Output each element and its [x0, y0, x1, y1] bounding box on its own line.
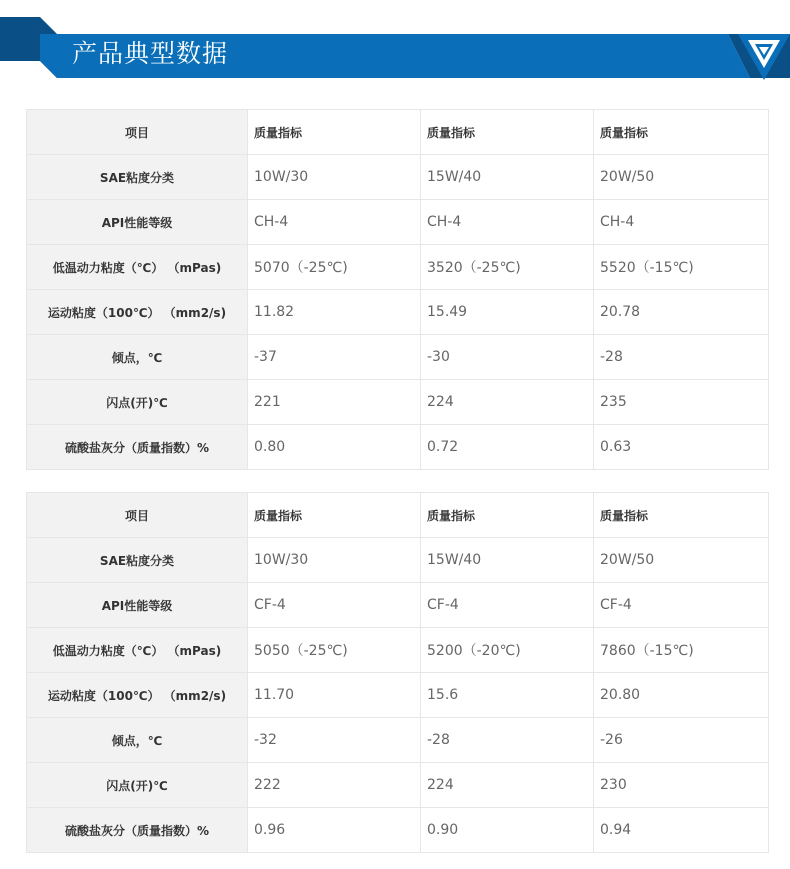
- table-cell: 20.78: [594, 290, 769, 335]
- row-label: 硫酸盐灰分（质量指数）%: [27, 425, 248, 470]
- row-label: 倾点，℃: [27, 335, 248, 380]
- table-cell: 230: [594, 763, 769, 808]
- table-row: [27, 628, 769, 673]
- product-data-table-1: [26, 109, 769, 470]
- table-cell: 20W/50: [594, 538, 769, 583]
- table-cell: 5050（-25℃): [248, 628, 421, 673]
- table-cell: CH-4: [594, 200, 769, 245]
- table-cell: CF-4: [594, 583, 769, 628]
- table-cell: -30: [421, 335, 594, 380]
- table-cell: 5070（-25℃): [248, 245, 421, 290]
- row-label: API性能等级: [27, 583, 248, 628]
- table-cell: 224: [421, 763, 594, 808]
- table-cell: 0.94: [594, 808, 769, 853]
- column-header: 质量指标: [248, 110, 421, 155]
- table-cell: CH-4: [421, 200, 594, 245]
- table-cell: 11.82: [248, 290, 421, 335]
- row-label: 项目: [27, 493, 248, 538]
- table-cell: -26: [594, 718, 769, 763]
- column-header: 质量指标: [594, 110, 769, 155]
- table-cell: 3520（-25℃): [421, 245, 594, 290]
- table-cell: 11.70: [248, 673, 421, 718]
- table-row: [27, 718, 769, 763]
- row-label: 低温动力粘度（℃） （mPas): [27, 245, 248, 290]
- table-cell: 15W/40: [421, 538, 594, 583]
- table-cell: CF-4: [248, 583, 421, 628]
- table-row: [27, 335, 769, 380]
- table-header-row: [27, 493, 769, 538]
- table-cell: 222: [248, 763, 421, 808]
- row-label: 闪点(开)℃: [27, 380, 248, 425]
- row-label: 运动粘度（100℃） （mm2/s): [27, 673, 248, 718]
- table-cell: 10W/30: [248, 538, 421, 583]
- table-cell: 0.96: [248, 808, 421, 853]
- row-label: 项目: [27, 110, 248, 155]
- section-banner: [0, 0, 790, 85]
- table-cell: 15.6: [421, 673, 594, 718]
- row-label: API性能等级: [27, 200, 248, 245]
- table-cell: 0.80: [248, 425, 421, 470]
- row-label: 闪点(开)℃: [27, 763, 248, 808]
- table-row: [27, 245, 769, 290]
- table-cell: -37: [248, 335, 421, 380]
- table-cell: 10W/30: [248, 155, 421, 200]
- table-cell: 5200（-20℃): [421, 628, 594, 673]
- table-cell: 7860（-15℃): [594, 628, 769, 673]
- row-label: 低温动力粘度（℃） （mPas): [27, 628, 248, 673]
- table-cell: 0.90: [421, 808, 594, 853]
- table-cell: 15.49: [421, 290, 594, 335]
- row-label: SAE粘度分类: [27, 538, 248, 583]
- row-label: 硫酸盐灰分（质量指数）%: [27, 808, 248, 853]
- table-row: [27, 538, 769, 583]
- table-row: [27, 200, 769, 245]
- row-label: 运动粘度（100℃） （mm2/s): [27, 290, 248, 335]
- table-cell: 0.72: [421, 425, 594, 470]
- row-label: SAE粘度分类: [27, 155, 248, 200]
- table-cell: -28: [421, 718, 594, 763]
- table-row: [27, 380, 769, 425]
- table-cell: 5520（-15℃): [594, 245, 769, 290]
- table-cell: -32: [248, 718, 421, 763]
- column-header: 质量指标: [248, 493, 421, 538]
- table-row: [27, 808, 769, 853]
- table-cell: 20.80: [594, 673, 769, 718]
- table-cell: 235: [594, 380, 769, 425]
- page-title: 产品典型数据: [72, 39, 229, 68]
- row-label: 倾点，℃: [27, 718, 248, 763]
- table-header-row: [27, 110, 769, 155]
- table-cell: 20W/50: [594, 155, 769, 200]
- table-row: [27, 583, 769, 628]
- table-row: [27, 290, 769, 335]
- column-header: 质量指标: [594, 493, 769, 538]
- table-cell: 224: [421, 380, 594, 425]
- table-cell: 15W/40: [421, 155, 594, 200]
- table-row: [27, 155, 769, 200]
- table-row: [27, 673, 769, 718]
- product-data-table-2: [26, 492, 769, 853]
- table-cell: 0.63: [594, 425, 769, 470]
- table-row: [27, 425, 769, 470]
- table-cell: -28: [594, 335, 769, 380]
- table-cell: 221: [248, 380, 421, 425]
- column-header: 质量指标: [421, 110, 594, 155]
- table-cell: CH-4: [248, 200, 421, 245]
- column-header: 质量指标: [421, 493, 594, 538]
- table-row: [27, 763, 769, 808]
- table-cell: CF-4: [421, 583, 594, 628]
